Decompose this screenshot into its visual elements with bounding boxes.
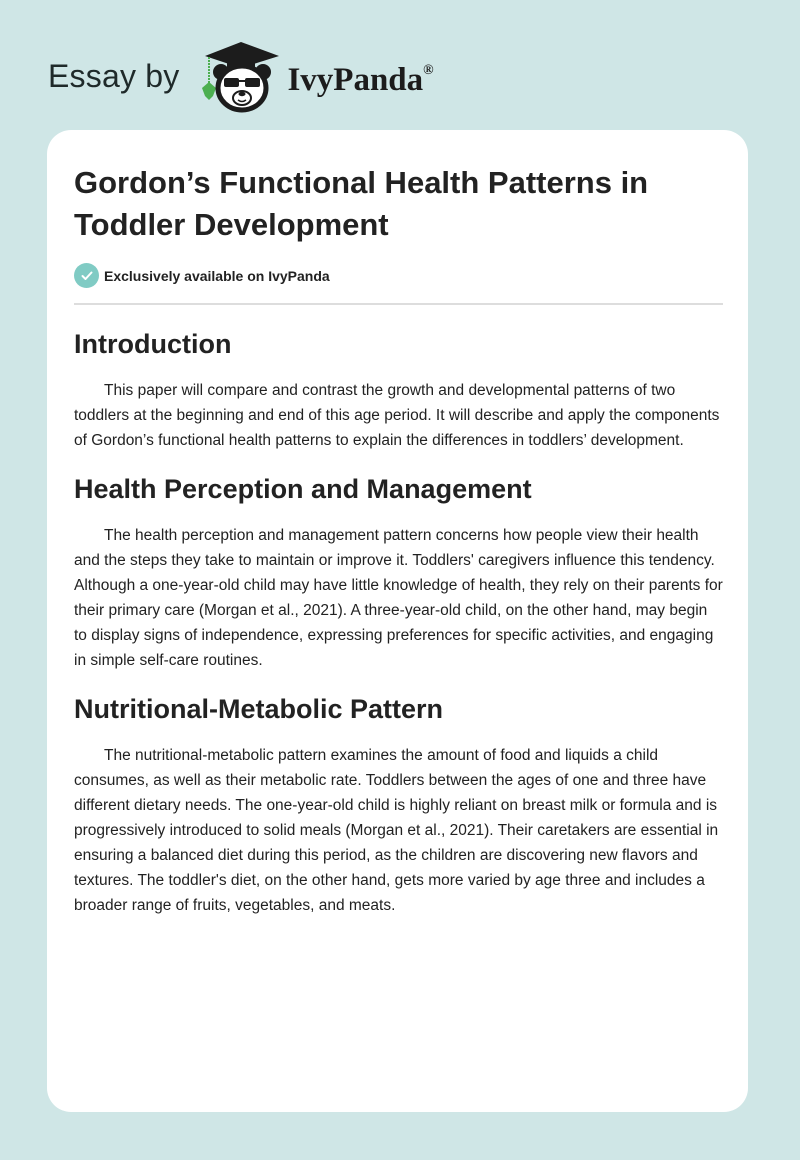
section-heading: Health Perception and Management (74, 474, 532, 504)
section-nutritional-metabolic (74, 687, 724, 918)
registered-mark: ® (423, 62, 434, 78)
section-introduction (74, 322, 724, 453)
brand-text: IvyPanda (287, 61, 424, 98)
section-health-perception (74, 467, 724, 673)
exclusive-badge (74, 263, 330, 288)
section-heading: Introduction (74, 329, 232, 359)
section-paragraph: The health perception and management pattern concerns how people view their health and the steps they take to maintain or improve it. Toddlers' caregivers influence this tendency. Although a one-year-old child may have little knowledge of health, they rely on their parents for their primary care (Morgan et al., 2021). A three-year-old child, on the other hand, may begin to display signs of independence, expressing preferences for specific activities, and engaging in simple self-care routines. (74, 527, 723, 669)
section-paragraph: This paper will compare and contrast the growth and developmental patterns of two toddlers at the beginning and end of this age period. It will describe and apply the components of Gordon’s functional health patterns to explain the differences in toddlers’ development. (74, 382, 720, 449)
article-title: Gordon’s Functional Health Patterns in Toddler Development (74, 165, 649, 242)
essay-by-label: Essay by (48, 57, 180, 94)
divider (74, 303, 723, 305)
section-heading: Nutritional-Metabolic Pattern (74, 694, 444, 724)
site-header (48, 36, 434, 116)
article-card (47, 130, 748, 1112)
check-circle-icon (74, 263, 99, 288)
article-body (74, 322, 724, 932)
section-paragraph: The nutritional-metabolic pattern examines the amount of food and liquids a child consumes, as well as their metabolic rate. Toddlers between the ages of one and three have different dietary needs. The one-year-old child is highly reliant on breast milk or formula and is progressively introduced to solid meals (Morgan et al., 2021). Their caretakers are essential in ensuring a balanced diet during this period, as the children are discovering new flavors and textures. The toddler's diet, on the other hand, gets more varied by age three and includes a broader range of fruits, vegetables, and meats. (74, 747, 719, 914)
brand-name[interactable] (287, 62, 433, 99)
badge-text: Exclusively available on IvyPanda (104, 267, 330, 284)
panda-graduate-icon[interactable] (197, 38, 283, 114)
